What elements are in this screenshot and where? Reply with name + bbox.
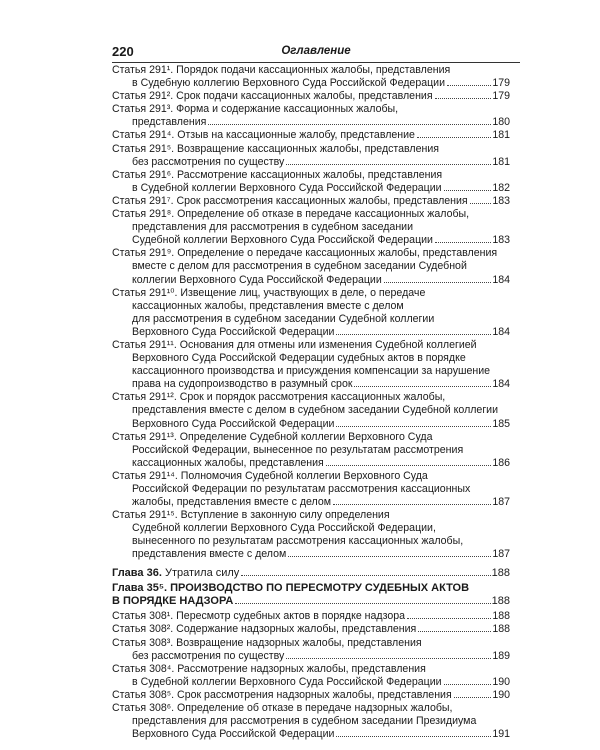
chapter-title: Утратила силу xyxy=(164,566,240,579)
dot-leader xyxy=(336,334,491,335)
toc-entry-text: Статья 291³. Форма и содержание кассационных жалобы, xyxy=(112,103,399,116)
toc-list-article-308 xyxy=(112,610,510,741)
header-rule xyxy=(112,62,520,63)
toc-entry-text: в Судебной коллегии Верховного Суда Российской Федерации xyxy=(132,675,442,688)
toc-entry-page: 184 xyxy=(492,273,510,286)
toc-entry xyxy=(112,129,510,142)
dot-leader xyxy=(354,386,491,387)
toc-entry xyxy=(112,103,510,129)
toc-entry-text: кассационных жалобы, представления xyxy=(132,456,324,469)
toc-entry-text: Верховного Суда Российской Федерации xyxy=(132,417,335,430)
toc-entry-text: Статья 291⁷. Срок рассмотрения кассационных жалобы, представления xyxy=(112,194,468,207)
dot-leader xyxy=(407,618,491,619)
toc-entry-text: Статья 291¹². Срок и порядок рассмотрения кассационных жалобы, xyxy=(112,391,446,404)
toc-entry xyxy=(112,64,510,90)
toc-list-article-291 xyxy=(112,64,510,562)
toc-entry-text: вместе с делом для рассмотрения в судебном заседании Судебной xyxy=(132,260,467,273)
dot-leader xyxy=(235,603,490,604)
toc-entry-text: без рассмотрения по существу xyxy=(132,649,285,662)
toc-entry-text: Статья 308². Содержание надзорных жалобы, представления xyxy=(112,623,417,636)
toc-entry xyxy=(112,663,510,689)
dot-leader xyxy=(208,124,491,125)
toc-entry xyxy=(112,195,510,208)
toc-entry-text: Статья 291⁸. Определение об отказе в передаче кассационных жалобы, xyxy=(112,208,470,221)
toc-entry-text: Статья 291⁴. Отзыв на кассационные жалобу, представление xyxy=(112,129,415,142)
dot-leader xyxy=(286,658,491,659)
toc-entry-page: 190 xyxy=(492,688,510,701)
toc-entry-text: без рассмотрения по существу xyxy=(132,155,285,168)
dot-leader xyxy=(288,556,491,557)
toc-entry xyxy=(112,169,510,195)
toc-entry xyxy=(112,247,510,286)
toc-entry-text: вынесенного по результатам рассмотрения кассационных жалобы, xyxy=(132,535,464,548)
toc-entry xyxy=(112,470,510,509)
toc-entry-text: Статья 308⁶. Определение об отказе в передаче надзорных жалобы, xyxy=(112,702,453,715)
toc-entry xyxy=(112,143,510,169)
toc-entry-text: Российской Федерации по результатам рассмотрения кассационных xyxy=(132,483,471,495)
table-of-contents xyxy=(112,64,510,741)
toc-entry-text: Статья 308⁴. Рассмотрение надзорных жалобы, представления xyxy=(112,662,426,675)
toc-entry-page: 191 xyxy=(492,728,510,741)
toc-entry-page: 183 xyxy=(492,194,510,207)
toc-entry xyxy=(112,689,510,702)
dot-leader xyxy=(435,98,492,99)
dot-leader xyxy=(418,631,491,632)
toc-entry-page: 184 xyxy=(492,378,510,391)
toc-entry-text: Статья 291¹⁴. Полномочия Судебной коллегии Верховного Суда xyxy=(112,469,428,482)
toc-entry-page: 181 xyxy=(492,129,510,142)
toc-entry xyxy=(112,90,510,103)
toc-entry-text: жалобы, представления вместе с делом xyxy=(132,496,332,509)
toc-entry-page: 179 xyxy=(492,90,510,103)
toc-entry-page: 185 xyxy=(492,417,510,430)
toc-entry-text: Верховного Суда Российской Федерации xyxy=(132,325,335,338)
toc-entry-text: права на судопроизводство в разумный срок xyxy=(132,378,353,391)
toc-entry xyxy=(112,610,510,623)
chapter-heading-line-2: В ПОРЯДКЕ НАДЗОРА xyxy=(112,594,234,607)
toc-entry-text: в Судебной коллегии Верховного Суда Российской Федерации xyxy=(132,181,442,194)
toc-entry-page: 188 xyxy=(492,610,510,623)
toc-entry-text: Статья 291¹¹. Основания для отмены или изменения Судебной коллегией xyxy=(112,338,477,351)
dot-leader xyxy=(417,137,491,138)
toc-entry-text: Статья 308³. Возвращение надзорных жалобы, представления xyxy=(112,636,422,649)
toc-entry-text: для рассмотрения в судебном заседании Судебной коллегии xyxy=(132,312,435,325)
toc-entry xyxy=(112,623,510,636)
toc-entry-text: Статья 291⁶. Рассмотрение кассационных жалобы, представления xyxy=(112,168,443,181)
dot-leader xyxy=(470,203,492,204)
dot-leader xyxy=(435,242,491,243)
toc-entry xyxy=(112,431,510,470)
toc-entry-page: 190 xyxy=(492,675,510,688)
toc-entry xyxy=(112,208,510,247)
toc-entry xyxy=(112,287,510,339)
dot-leader xyxy=(444,684,492,685)
toc-entry-text: Статья 308¹. Пересмотр судебных актов в порядке надзора xyxy=(112,610,406,623)
chapter-page: 188 xyxy=(491,566,510,579)
page-header xyxy=(112,44,520,64)
toc-entry-page: 187 xyxy=(492,496,510,509)
toc-entry-text: Российской Федерации, вынесенное по результатам рассмотрения xyxy=(132,443,464,456)
running-title: Оглавление xyxy=(281,45,351,57)
toc-entry-text: кассационных жалобы, представления вместе с делом xyxy=(132,299,404,312)
dot-leader xyxy=(384,282,492,283)
toc-entry-page: 186 xyxy=(492,456,510,469)
toc-entry-page: 181 xyxy=(492,155,510,168)
dot-leader xyxy=(447,85,491,86)
toc-entry-page: 189 xyxy=(492,649,510,662)
toc-chapter-35-5 xyxy=(112,582,510,609)
dot-leader xyxy=(326,465,492,466)
toc-entry-page: 182 xyxy=(492,181,510,194)
toc-entry-page: 179 xyxy=(492,77,510,90)
toc-entry-text: Статья 291⁵. Возвращение кассационных жалобы, представления xyxy=(112,142,440,155)
toc-entry xyxy=(112,391,510,430)
toc-entry-text: Верховного Суда Российской Федерации судебных актов в порядке xyxy=(132,352,466,365)
toc-entry xyxy=(112,339,510,391)
toc-entry-text: Статья 291². Срок подачи кассационных жалобы, представления xyxy=(112,90,433,103)
toc-chapter-36 xyxy=(112,566,510,580)
toc-entry-text: представления вместе с делом в судебном заседании Судебной коллегии xyxy=(132,404,499,417)
dot-leader xyxy=(241,575,490,576)
toc-entry-text: Судебной коллегии Верховного Суда Российской Федерации xyxy=(132,234,433,247)
toc-entry-text: Статья 291¹⁵. Вступление в законную силу определения xyxy=(112,509,390,522)
toc-entry-page: 180 xyxy=(492,116,510,129)
chapter-label: Глава 36. xyxy=(112,566,162,579)
toc-entry-page: 183 xyxy=(492,234,510,247)
toc-entry xyxy=(112,637,510,663)
dot-leader xyxy=(333,504,491,505)
toc-entry-text: Статья 291¹³. Определение Судебной коллегии Верховного Суда xyxy=(112,430,433,443)
toc-entry xyxy=(112,702,510,741)
dot-leader xyxy=(336,426,491,427)
toc-entry-text: коллегии Верховного Суда Российской Федерации xyxy=(132,273,382,286)
toc-entry-text: Статья 291⁹. Определение о передаче кассационных жалобы, представления xyxy=(112,247,498,260)
toc-entry-text: Верховного Суда Российской Федерации xyxy=(132,728,335,741)
toc-entry-text: Статья 291¹. Порядок подачи кассационных жалобы, представления xyxy=(112,64,451,76)
page-number: 220 xyxy=(112,44,134,59)
toc-entry-text: в Судебную коллегию Верховного Суда Российской Федерации xyxy=(132,77,446,90)
dot-leader xyxy=(286,164,491,165)
chapter-heading-line-1: Глава 35⁵. ПРОИЗВОДСТВО ПО ПЕРЕСМОТРУ СУДЕБНЫХ АКТОВ xyxy=(112,581,470,594)
toc-entry-text: Статья 291¹⁰. Извещение лиц, участвующих в деле, о передаче xyxy=(112,286,426,299)
dot-leader xyxy=(454,697,492,698)
toc-entry-text: представления xyxy=(132,116,207,129)
dot-leader xyxy=(336,736,491,737)
chapter-page: 188 xyxy=(491,594,510,607)
toc-entry-text: Судебной коллегии Верховного Суда Российской Федерации, xyxy=(132,522,436,535)
toc-entry-page: 187 xyxy=(492,548,510,561)
toc-entry-text: представления для рассмотрения в судебном заседании xyxy=(132,221,414,234)
dot-leader xyxy=(444,190,492,191)
toc-entry xyxy=(112,509,510,561)
toc-entry-text: Статья 308⁵. Срок рассмотрения надзорных жалобы, представления xyxy=(112,688,452,701)
toc-entry-text: кассационного производства и присуждения компенсации за нарушение xyxy=(132,365,491,378)
toc-entry-page: 184 xyxy=(492,325,510,338)
toc-entry-page: 188 xyxy=(492,623,510,636)
toc-entry-text: представления для рассмотрения в судебном заседании Президиума xyxy=(132,715,477,728)
toc-entry-text: представления вместе с делом xyxy=(132,548,287,561)
